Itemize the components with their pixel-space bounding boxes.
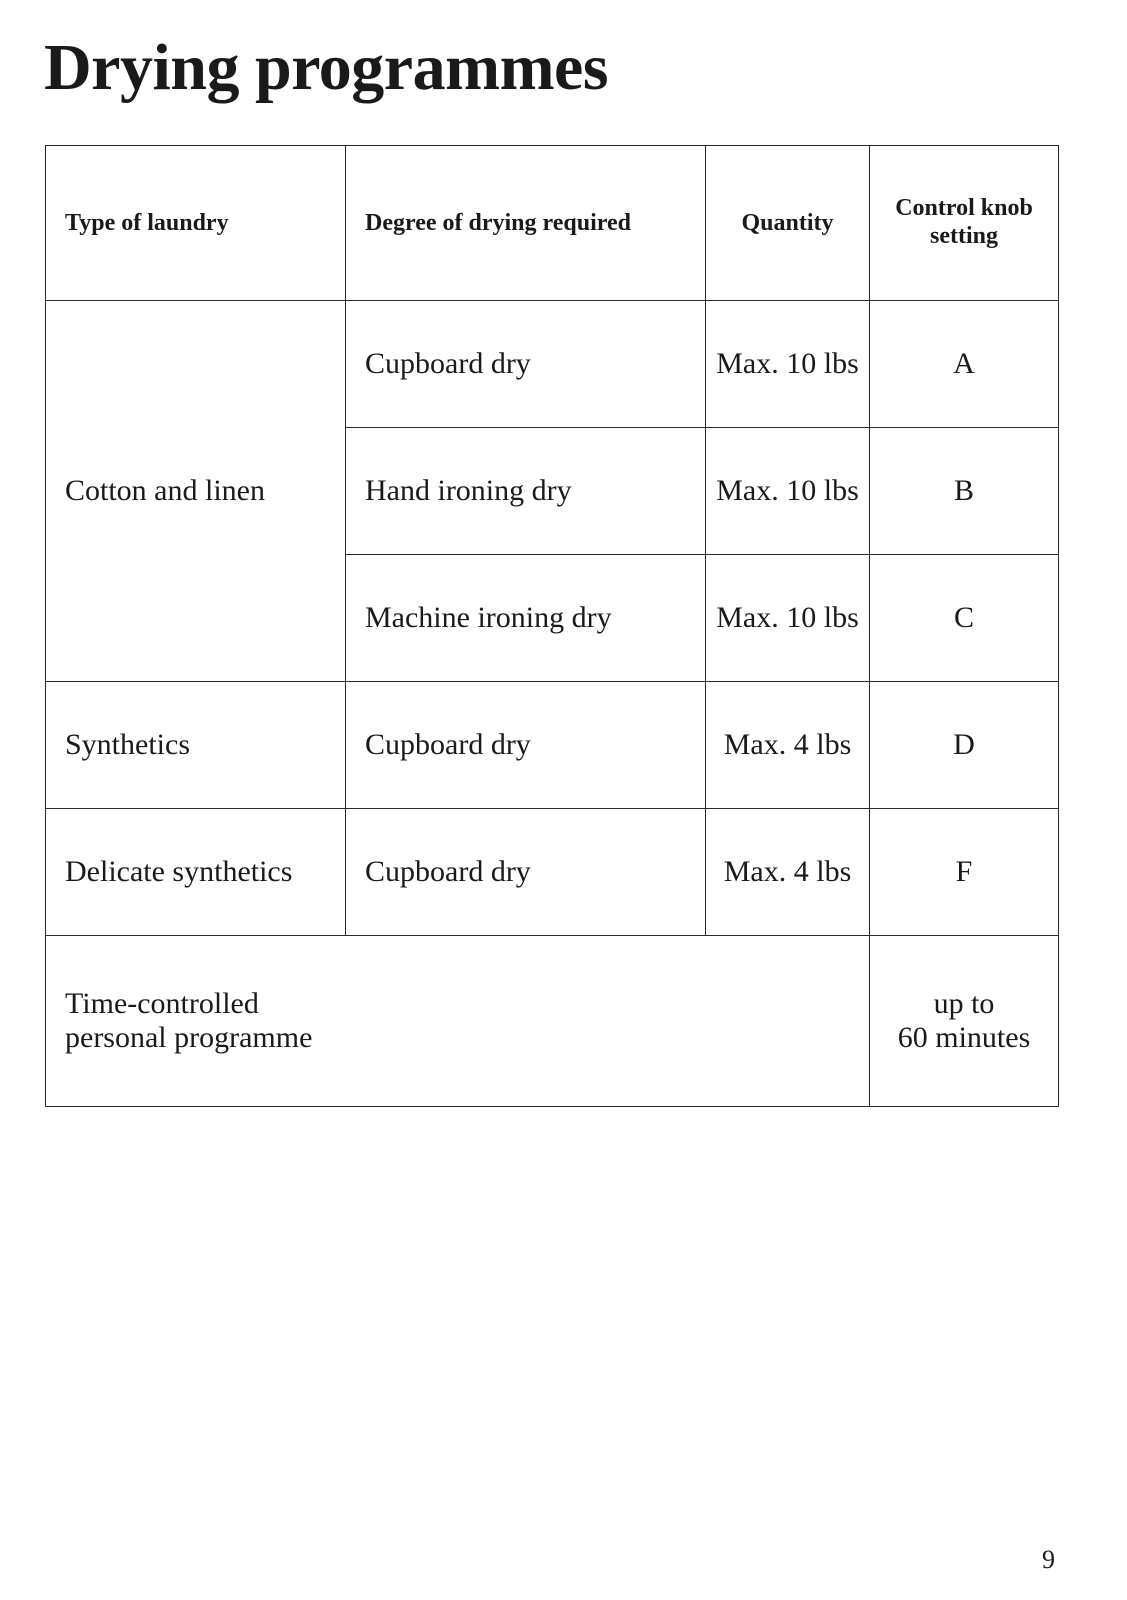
header-control-knob-setting (870, 146, 1059, 301)
cell-degree: Cupboard dry (346, 301, 706, 428)
header-setting-line2: setting (930, 223, 998, 249)
timed-label-line2: personal programme (65, 1021, 313, 1054)
drying-programmes-table (45, 145, 1059, 1107)
cell-setting: A (870, 301, 1059, 428)
page-number: 9 (1042, 1545, 1055, 1574)
timed-label-line1: Time-controlled (65, 986, 259, 1020)
header-quantity: Quantity (706, 146, 870, 301)
cell-setting: B (870, 428, 1059, 555)
cell-setting: D (870, 682, 1059, 809)
cell-type-synthetics: Synthetics (46, 682, 346, 809)
cell-setting: F (870, 809, 1059, 936)
cell-degree: Hand ironing dry (346, 428, 706, 555)
cell-setting: C (870, 555, 1059, 682)
cell-timed-setting (870, 936, 1059, 1107)
cell-degree: Cupboard dry (346, 809, 706, 936)
cell-type-cotton: Cotton and linen (46, 301, 346, 682)
cell-degree: Cupboard dry (346, 682, 706, 809)
header-degree-of-drying: Degree of drying required (346, 146, 706, 301)
cell-quantity: Max. 10 lbs (706, 555, 870, 682)
table-row (46, 809, 1059, 936)
page-title: Drying programmes (44, 31, 609, 104)
cell-degree: Machine ironing dry (346, 555, 706, 682)
table-row (46, 682, 1059, 809)
cell-quantity: Max. 4 lbs (706, 809, 870, 936)
cell-quantity: Max. 10 lbs (706, 301, 870, 428)
cell-quantity: Max. 10 lbs (706, 428, 870, 555)
cell-type-delicate-synthetics: Delicate synthetics (46, 809, 346, 936)
table-header-row (46, 146, 1059, 301)
header-type-of-laundry: Type of laundry (46, 146, 346, 301)
table-row (46, 936, 1059, 1107)
cell-quantity: Max. 4 lbs (706, 682, 870, 809)
header-setting-line1: Control knob (895, 195, 1033, 222)
timed-setting-line1: up to (933, 986, 995, 1020)
table-row (46, 301, 1059, 428)
timed-setting-line2: 60 minutes (897, 1021, 1031, 1054)
cell-time-controlled-programme (46, 936, 870, 1107)
